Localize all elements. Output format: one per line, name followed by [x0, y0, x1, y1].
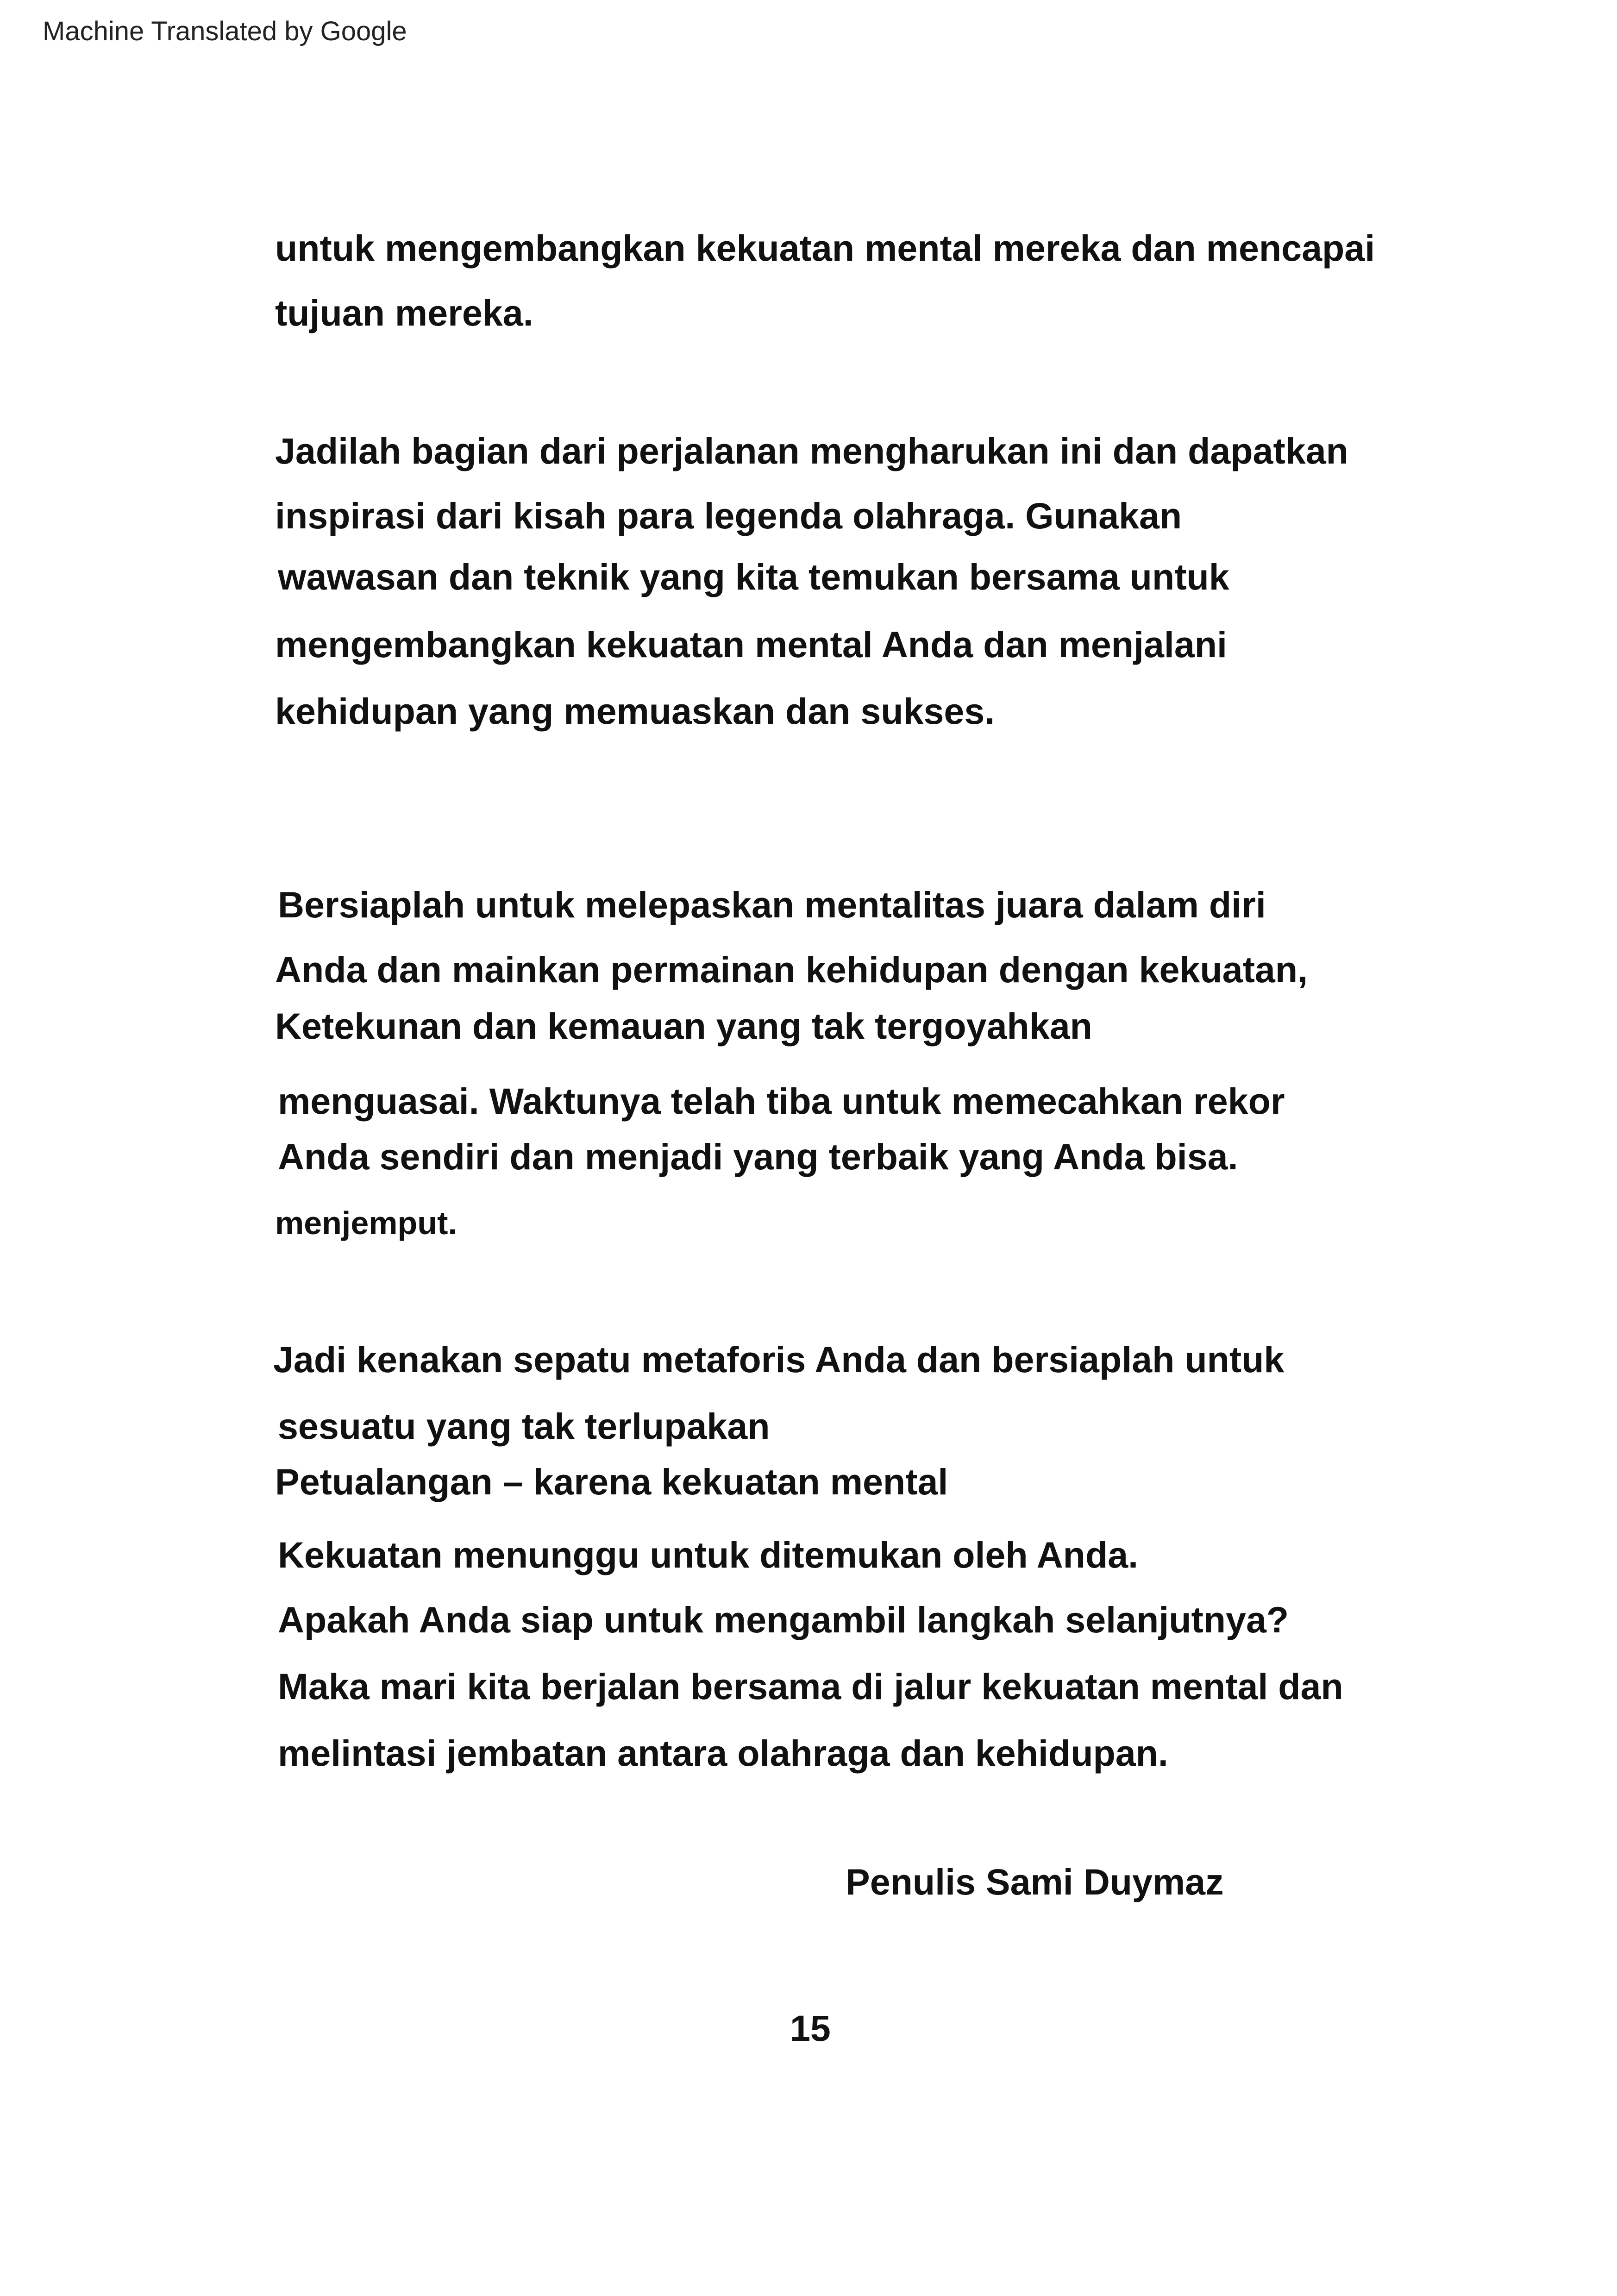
- paragraph-line: Kekuatan menunggu untuk ditemukan oleh Anda.: [278, 1534, 1139, 1575]
- paragraph-line: kehidupan yang memuaskan dan sukses.: [275, 690, 995, 732]
- paragraph-line: wawasan dan teknik yang kita temukan bersama untuk: [278, 556, 1229, 597]
- paragraph-line: Petualangan – karena kekuatan mental: [275, 1461, 948, 1502]
- paragraph-line: Maka mari kita berjalan bersama di jalur kekuatan mental dan: [278, 1666, 1343, 1707]
- paragraph-line: menguasai. Waktunya telah tiba untuk memecahkan rekor: [278, 1080, 1285, 1122]
- paragraph-line: Bersiaplah untuk melepaskan mentalitas juara dalam diri: [278, 884, 1266, 925]
- paragraph-line: tujuan mereka.: [275, 292, 533, 333]
- paragraph-line: melintasi jembatan antara olahraga dan kehidupan.: [278, 1732, 1168, 1774]
- paragraph-line: mengembangkan kekuatan mental Anda dan menjalani: [275, 624, 1228, 665]
- paragraph-line: untuk mengembangkan kekuatan mental mereka dan mencapai: [275, 227, 1375, 269]
- paragraph-line: Jadilah bagian dari perjalanan mengharukan ini dan dapatkan: [275, 430, 1348, 471]
- paragraph-line: Anda sendiri dan menjadi yang terbaik yang Anda bisa.: [278, 1136, 1238, 1177]
- author-signature: Penulis Sami Duymaz: [846, 1861, 1224, 1902]
- paragraph-line: inspirasi dari kisah para legenda olahraga. Gunakan: [275, 495, 1182, 536]
- watermark: Machine Translated by Google: [43, 16, 407, 46]
- page-number: 15: [790, 2007, 831, 2049]
- paragraph-line: menjemput.: [275, 1205, 457, 1241]
- paragraph-line: Jadi kenakan sepatu metaforis Anda dan bersiaplah untuk: [273, 1339, 1285, 1380]
- paragraph-line: Ketekunan dan kemauan yang tak tergoyahkan: [275, 1005, 1092, 1047]
- paragraph-line: Anda dan mainkan permainan kehidupan dengan kekuatan,: [275, 949, 1308, 990]
- paragraph-line: sesuatu yang tak terlupakan: [278, 1405, 770, 1447]
- paragraph-line: Apakah Anda siap untuk mengambil langkah selanjutnya?: [278, 1599, 1289, 1640]
